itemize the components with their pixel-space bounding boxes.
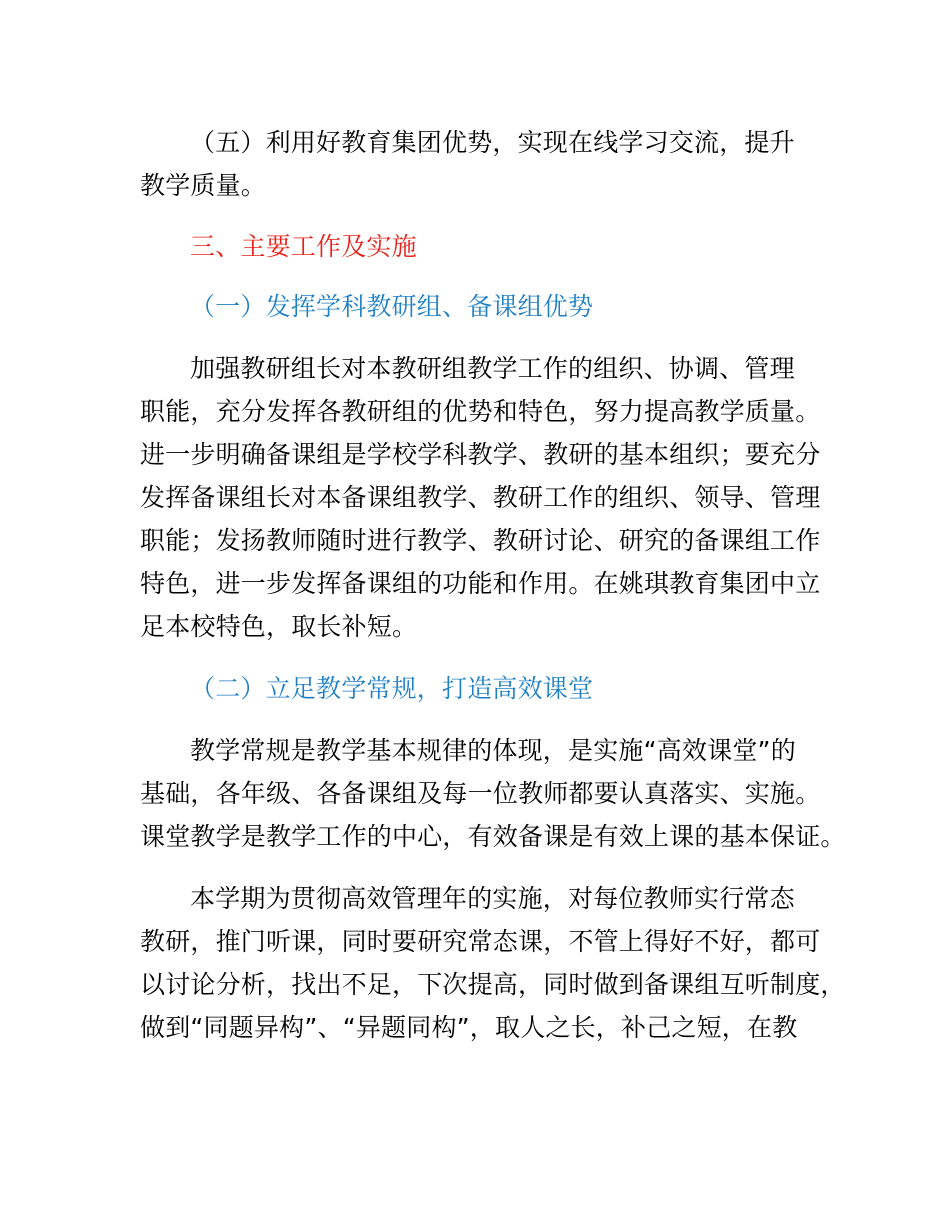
paragraph-line: 课堂教学是教学工作的中心，有效备课是有效上课的基本保证。 [140, 822, 846, 851]
paragraph-line: 教研，推门听课，同时要研究常态课，不管上得好不好，都可 [140, 927, 821, 956]
paragraph-line: 职能，充分发挥各教研组的优势和特色，努力提高教学质量。 [140, 397, 821, 426]
paragraph-line: 本学期为贯彻高效管理年的实施，对每位教师实行常态 [190, 884, 795, 913]
paragraph-line: 教学常规是教学基本规律的体现，是实施“高效课堂”的 [190, 736, 796, 765]
paragraph-line: 做到“同题异构”、“异题同构”，取人之长，补己之短，在教 [140, 1013, 798, 1042]
paragraph-line: 加强教研组长对本教研组教学工作的组织、协调、管理 [190, 354, 795, 383]
section-heading: 三、主要工作及实施 [190, 232, 417, 261]
paragraph-line: 足本校特色，取长补短。 [140, 612, 418, 641]
subsection-heading: （一）发挥学科教研组、备课组优势 [190, 292, 594, 321]
subsection-heading: （二）立足教学常规，打造高效课堂 [190, 674, 594, 703]
paragraph-line: 特色，进一步发挥备课组的功能和作用。在姚琪教育集团中立 [140, 569, 821, 598]
paragraph-line: （五）利用好教育集团优势，实现在线学习交流，提升 [190, 128, 795, 157]
paragraph-line: 基础，各年级、各备课组及每一位教师都要认真落实、实施。 [140, 779, 821, 808]
paragraph-line: 进一步明确备课组是学校学科教学、教研的基本组织；要充分 [140, 440, 821, 469]
paragraph-line: 以讨论分析，找出不足，下次提高，同时做到备课组互听制度， [140, 970, 846, 999]
paragraph-line: 教学质量。 [140, 171, 267, 200]
paragraph-line: 发挥备课组长对本备课组教学、教研工作的组织、领导、管理 [140, 483, 821, 512]
paragraph-line: 职能；发扬教师随时进行教学、教研讨论、研究的备课组工作 [140, 526, 821, 555]
